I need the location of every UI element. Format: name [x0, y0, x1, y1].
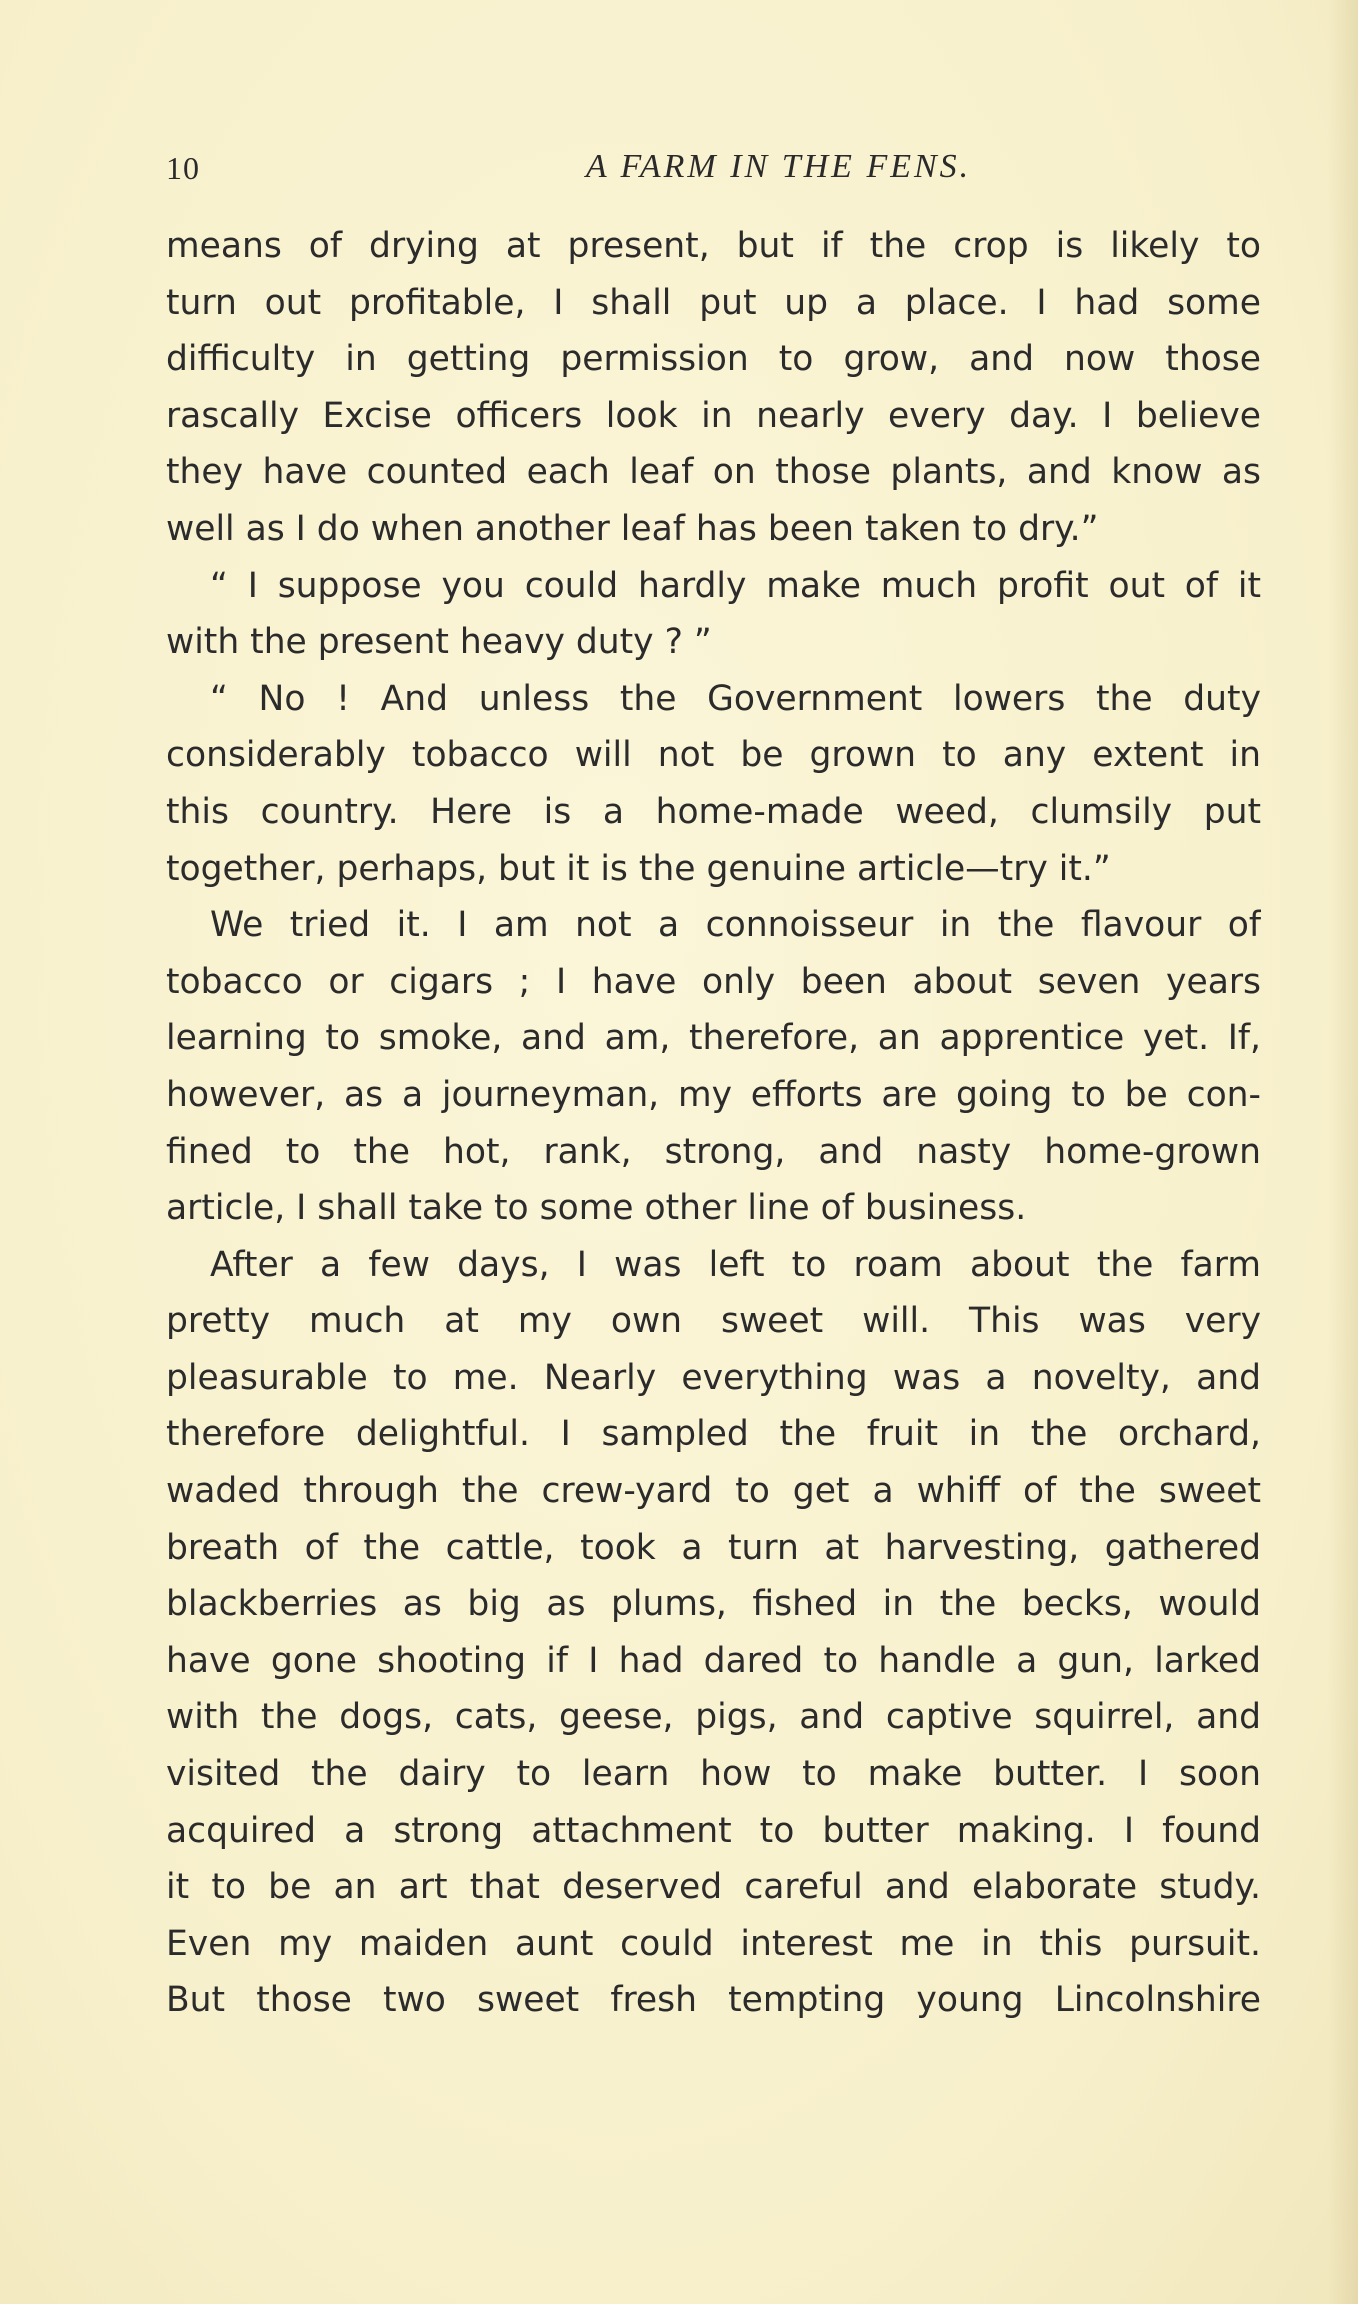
text-line: But those two sweet fresh tempting young Lincolnshire: [166, 1980, 1261, 2021]
text-line: fined to the hot, rank, strong, and nasty home-grown: [166, 1131, 1261, 1172]
running-title: A FARM IN THE FENS.: [585, 148, 972, 185]
text-line: learning to smoke, and am, therefore, an apprentice yet. If,: [166, 1018, 1261, 1059]
page-number: 10: [166, 150, 200, 186]
running-head: [166, 140, 1261, 200]
text-line: with the present heavy duty ? ”: [166, 622, 712, 663]
text-line: waded through the crew-yard to get a whiff of the sweet: [166, 1471, 1261, 1512]
body-text: [166, 218, 1261, 2029]
text-line: this country. Here is a home-made weed, clumsily put: [166, 791, 1261, 832]
text-line: article, I shall take to some other line of business.: [166, 1188, 1027, 1229]
text-line: “ I suppose you could hardly make much profit out of it: [210, 565, 1261, 606]
text-line: pretty much at my own sweet will. This was very: [166, 1301, 1261, 1342]
text-line: “ No ! And unless the Government lowers the duty: [210, 678, 1261, 719]
text-line: turn out profitable, I shall put up a place. I had some: [166, 282, 1261, 323]
text-line: We tried it. I am not a connoisseur in the flavour of: [210, 905, 1261, 946]
text-line: with the dogs, cats, geese, pigs, and captive squirrel, and: [166, 1697, 1261, 1738]
text-line: therefore delightful. I sampled the fruit in the orchard,: [166, 1414, 1261, 1455]
text-line: rascally Excise officers look in nearly every day. I believe: [166, 395, 1261, 436]
text-line: have gone shooting if I had dared to handle a gun, larked: [166, 1640, 1261, 1681]
text-line: means of drying at present, but if the crop is likely to: [166, 226, 1261, 266]
text-line: pleasurable to me. Nearly everything was a novelty, and: [166, 1357, 1261, 1398]
text-line: After a few days, I was left to roam about the farm: [210, 1244, 1261, 1285]
text-line: Even my maiden aunt could interest me in this pursuit.: [166, 1923, 1261, 1964]
text-line: breath of the cattle, took a turn at harvesting, gathered: [166, 1527, 1261, 1568]
text-line: however, as a journeyman, my efforts are going to be con-: [166, 1074, 1261, 1115]
text-line: tobacco or cigars ; I have only been about seven years: [166, 961, 1261, 1002]
text-line: considerably tobacco will not be grown to any extent in: [166, 735, 1261, 776]
text-line: blackberries as big as plums, fished in the becks, would: [166, 1584, 1261, 1625]
page-edge-shadow: [1328, 0, 1358, 2304]
text-line: together, perhaps, but it is the genuine article—try it.”: [166, 848, 1111, 889]
text-line: difficulty in getting permission to grow, and now those: [166, 339, 1261, 380]
text-line: well as I do when another leaf has been taken to dry.”: [166, 508, 1099, 549]
text-line: it to be an art that deserved careful and elaborate study.: [166, 1867, 1261, 1908]
text-line: they have counted each leaf on those plants, and know as: [166, 452, 1261, 493]
text-line: acquired a strong attachment to butter making. I found: [166, 1810, 1261, 1851]
text-line: visited the dairy to learn how to make butter. I soon: [166, 1754, 1261, 1795]
